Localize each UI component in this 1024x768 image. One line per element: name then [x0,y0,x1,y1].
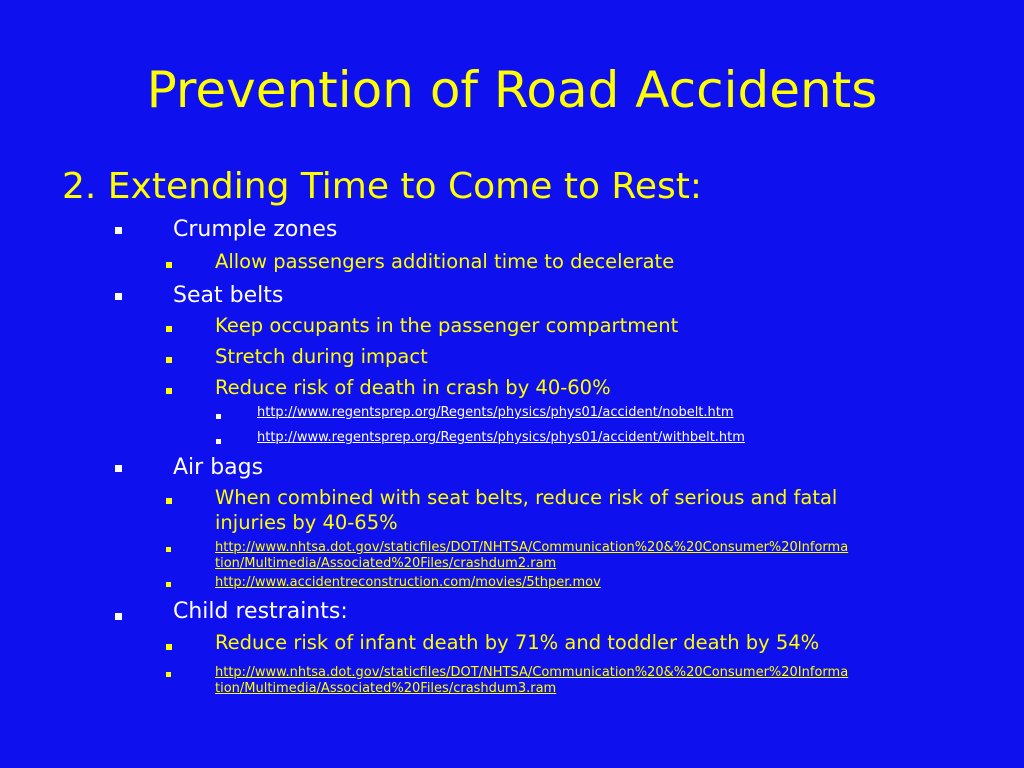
subitem-airbags-1a: When combined with seat belts, reduce risk of serious and fatal [215,486,838,509]
item-air-bags: Air bags [173,455,264,480]
subitem-child-1: Reduce risk of infant death by 71% and toddler death by 54% [215,631,820,654]
slide-title: Prevention of Road Accidents [146,61,878,119]
bullet-square [166,582,171,587]
link-crashdum2-a[interactable]: http://www.nhtsa.dot.gov/staticfiles/DOT/NHTSA/Communication%20&%20Consumer%20Informa [215,540,849,555]
bullet-square [115,465,122,472]
item-child-restraints: Child restraints: [173,599,348,624]
bullet-square [166,498,172,504]
bullet-square [216,439,221,444]
subitem-seatbelts-1: Keep occupants in the passenger compartment [215,314,679,337]
bullet-square [115,227,122,234]
bullet-square [166,326,172,332]
link-crashdum3-a[interactable]: http://www.nhtsa.dot.gov/staticfiles/DOT/NHTSA/Communication%20&%20Consumer%20Informa [215,665,849,680]
bullet-square [115,293,122,300]
bullet-square [166,357,172,363]
item-crumple-zones: Crumple zones [173,217,338,242]
bullet-square [166,262,172,268]
bullet-square [115,613,122,620]
bullet-square [166,672,171,677]
bullet-square [166,547,171,552]
bullet-square [166,388,172,394]
item-seat-belts: Seat belts [173,283,284,308]
subitem-crumple-1: Allow passengers additional time to decelerate [215,250,675,273]
bullet-square [166,644,172,650]
subitem-airbags-1b: injuries by 40-65% [215,511,398,534]
link-5thper[interactable]: http://www.accidentreconstruction.com/movies/5thper.mov [215,575,601,590]
subitem-seatbelts-3: Reduce risk of death in crash by 40-60% [215,376,611,399]
bullet-square [216,414,221,419]
link-crashdum3-b[interactable]: tion/Multimedia/Associated%20Files/crashdum3.ram [215,681,557,696]
section-heading: 2. Extending Time to Come to Rest: [62,166,702,207]
subitem-seatbelts-2: Stretch during impact [215,345,428,368]
link-nobelt[interactable]: http://www.regentsprep.org/Regents/physics/phys01/accident/nobelt.htm [257,405,734,420]
link-withbelt[interactable]: http://www.regentsprep.org/Regents/physics/phys01/accident/withbelt.htm [257,430,745,445]
link-crashdum2-b[interactable]: tion/Multimedia/Associated%20Files/crashdum2.ram [215,556,557,571]
